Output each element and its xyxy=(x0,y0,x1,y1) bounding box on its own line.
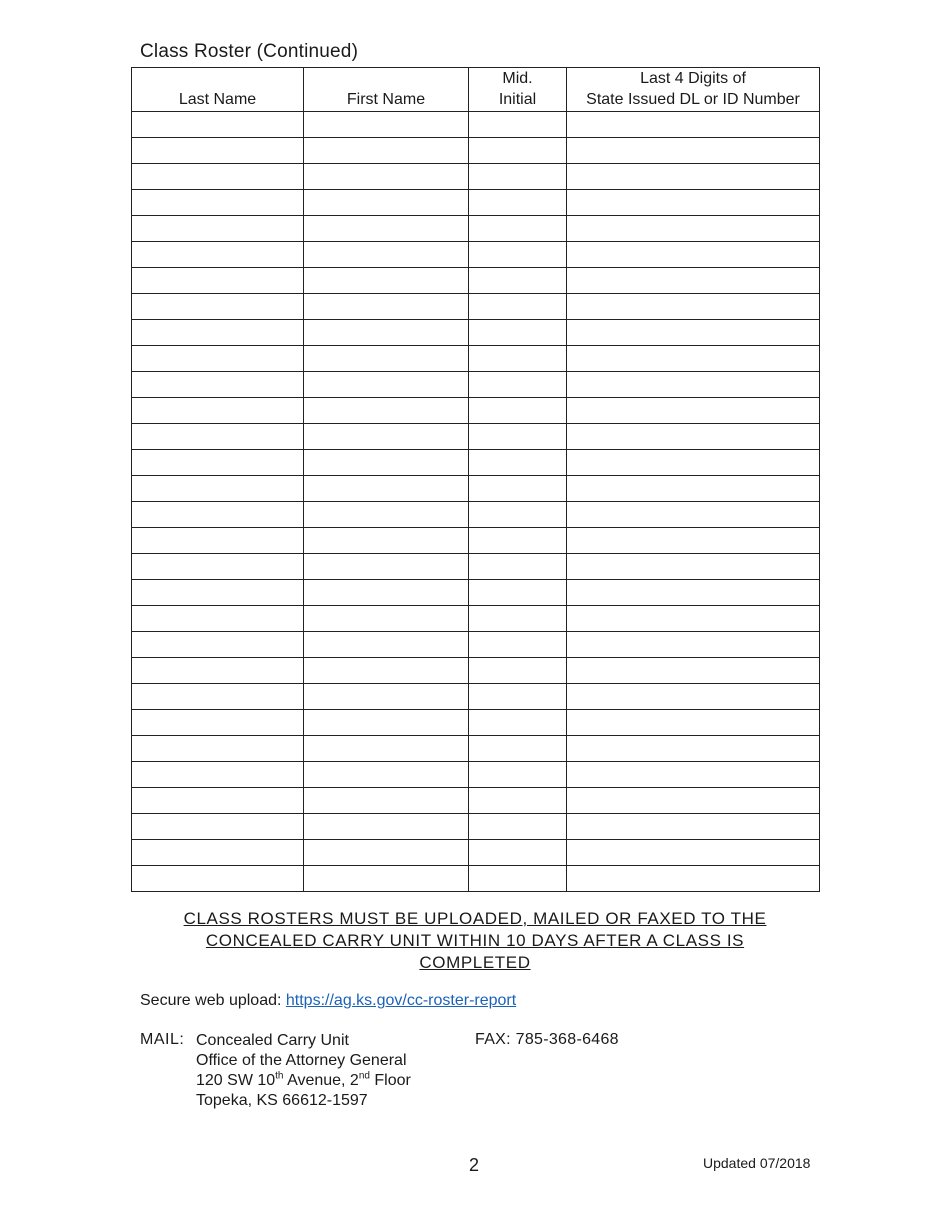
table-row xyxy=(132,606,820,632)
table-cell[interactable] xyxy=(132,866,304,892)
submission-notice xyxy=(131,908,819,974)
table-cell[interactable] xyxy=(304,840,469,866)
table-row xyxy=(132,372,820,398)
table-cell[interactable] xyxy=(567,814,820,840)
table-cell[interactable] xyxy=(132,554,304,580)
table-row xyxy=(132,814,820,840)
table-cell[interactable] xyxy=(304,450,469,476)
table-cell[interactable] xyxy=(132,164,304,190)
page-number: 2 xyxy=(469,1155,480,1175)
table-cell[interactable] xyxy=(132,606,304,632)
table-cell[interactable] xyxy=(469,736,567,762)
table-cell[interactable] xyxy=(132,580,304,606)
table-cell[interactable] xyxy=(304,632,469,658)
notice-line: CONCEALED CARRY UNIT WITHIN 10 DAYS AFTER A CLASS IS xyxy=(205,931,745,950)
table-row xyxy=(132,476,820,502)
table-cell[interactable] xyxy=(469,450,567,476)
table-cell[interactable] xyxy=(304,190,469,216)
table-row xyxy=(132,710,820,736)
table-cell[interactable] xyxy=(304,424,469,450)
header-middle-initial xyxy=(469,68,567,112)
table-cell[interactable] xyxy=(132,268,304,294)
table-cell[interactable] xyxy=(132,762,304,788)
table-cell[interactable] xyxy=(304,320,469,346)
table-cell[interactable] xyxy=(567,554,820,580)
table-cell[interactable] xyxy=(469,268,567,294)
table-row xyxy=(132,294,820,320)
table-cell[interactable] xyxy=(567,294,820,320)
table-cell[interactable] xyxy=(304,268,469,294)
table-cell[interactable] xyxy=(132,450,304,476)
table-cell[interactable] xyxy=(567,632,820,658)
table-cell[interactable] xyxy=(567,684,820,710)
table-cell[interactable] xyxy=(567,268,820,294)
table-cell[interactable] xyxy=(469,320,567,346)
table-cell[interactable] xyxy=(469,112,567,138)
table-cell[interactable] xyxy=(304,242,469,268)
table-cell[interactable] xyxy=(469,138,567,164)
table-cell[interactable] xyxy=(469,658,567,684)
mail-label: MAIL: xyxy=(140,1031,185,1048)
table-cell[interactable] xyxy=(567,138,820,164)
table-cell[interactable] xyxy=(469,216,567,242)
notice-line: COMPLETED xyxy=(419,953,531,972)
table-row xyxy=(132,840,820,866)
table-cell[interactable] xyxy=(469,866,567,892)
table-cell[interactable] xyxy=(304,580,469,606)
table-cell[interactable] xyxy=(132,398,304,424)
table-cell[interactable] xyxy=(567,502,820,528)
table-cell[interactable] xyxy=(132,814,304,840)
table-cell[interactable] xyxy=(132,684,304,710)
table-cell[interactable] xyxy=(132,502,304,528)
table-cell[interactable] xyxy=(304,606,469,632)
table-cell[interactable] xyxy=(304,658,469,684)
table-row xyxy=(132,788,820,814)
table-row xyxy=(132,346,820,372)
table-cell[interactable] xyxy=(567,710,820,736)
address-line: 120 SW 10th Avenue, 2nd Floor xyxy=(196,1070,411,1089)
table-cell[interactable] xyxy=(132,112,304,138)
table-cell[interactable] xyxy=(567,476,820,502)
address-line: Office of the Attorney General xyxy=(196,1052,407,1069)
table-cell[interactable] xyxy=(132,242,304,268)
table-cell[interactable] xyxy=(132,632,304,658)
table-cell[interactable] xyxy=(469,346,567,372)
table-cell[interactable] xyxy=(469,762,567,788)
table-cell[interactable] xyxy=(567,190,820,216)
header-line: Initial xyxy=(498,91,537,108)
table-row xyxy=(132,554,820,580)
table-cell[interactable] xyxy=(132,294,304,320)
table-row xyxy=(132,112,820,138)
table-row xyxy=(132,736,820,762)
table-cell[interactable] xyxy=(304,528,469,554)
header-line: State Issued DL or ID Number xyxy=(586,91,800,108)
table-row xyxy=(132,450,820,476)
table-cell[interactable] xyxy=(304,372,469,398)
table-cell[interactable] xyxy=(567,424,820,450)
table-cell[interactable] xyxy=(304,398,469,424)
header-first-name xyxy=(304,68,469,112)
table-cell[interactable] xyxy=(132,476,304,502)
table-cell[interactable] xyxy=(567,840,820,866)
mail-address xyxy=(196,1031,411,1111)
table-row xyxy=(132,632,820,658)
table-cell[interactable] xyxy=(132,658,304,684)
table-cell[interactable] xyxy=(304,736,469,762)
updated-date: Updated 07/2018 xyxy=(703,1155,811,1171)
address-line: Concealed Carry Unit xyxy=(196,1032,349,1049)
table-cell[interactable] xyxy=(567,580,820,606)
header-line: Last Name xyxy=(178,91,257,108)
table-cell[interactable] xyxy=(469,372,567,398)
fax-number: FAX: 785-368-6468 xyxy=(475,1031,619,1048)
page-title: Class Roster (Continued) xyxy=(140,41,359,62)
table-cell[interactable] xyxy=(132,216,304,242)
table-cell[interactable] xyxy=(567,112,820,138)
table-cell[interactable] xyxy=(469,294,567,320)
upload-link[interactable]: https://ag.ks.gov/cc-roster-report xyxy=(285,992,517,1009)
table-cell[interactable] xyxy=(567,320,820,346)
web-upload xyxy=(140,992,516,1010)
table-cell[interactable] xyxy=(304,502,469,528)
table-cell[interactable] xyxy=(469,164,567,190)
class-roster-table xyxy=(131,67,820,892)
table-row xyxy=(132,684,820,710)
table-cell[interactable] xyxy=(304,866,469,892)
header-last-name xyxy=(132,68,304,112)
table-cell[interactable] xyxy=(304,112,469,138)
table-cell[interactable] xyxy=(469,554,567,580)
table-row xyxy=(132,164,820,190)
table-cell[interactable] xyxy=(469,476,567,502)
table-cell[interactable] xyxy=(567,762,820,788)
table-row xyxy=(132,138,820,164)
table-cell[interactable] xyxy=(304,554,469,580)
roster-body xyxy=(132,112,820,892)
table-cell[interactable] xyxy=(567,528,820,554)
table-cell[interactable] xyxy=(567,736,820,762)
table-cell[interactable] xyxy=(469,814,567,840)
table-cell[interactable] xyxy=(132,138,304,164)
table-cell[interactable] xyxy=(469,424,567,450)
table-row xyxy=(132,658,820,684)
table-cell[interactable] xyxy=(304,710,469,736)
table-cell[interactable] xyxy=(567,164,820,190)
header-line: Mid. xyxy=(502,70,533,87)
table-cell[interactable] xyxy=(469,684,567,710)
header-line: First Name xyxy=(346,91,426,108)
table-cell[interactable] xyxy=(304,346,469,372)
table-cell[interactable] xyxy=(132,736,304,762)
table-row xyxy=(132,762,820,788)
notice-line: CLASS ROSTERS MUST BE UPLOADED, MAILED OR FAXED TO THE xyxy=(183,909,767,928)
table-cell[interactable] xyxy=(304,294,469,320)
table-cell[interactable] xyxy=(567,788,820,814)
table-row xyxy=(132,216,820,242)
table-cell[interactable] xyxy=(132,710,304,736)
table-cell[interactable] xyxy=(567,658,820,684)
table-cell[interactable] xyxy=(304,684,469,710)
table-row xyxy=(132,502,820,528)
table-cell[interactable] xyxy=(567,450,820,476)
table-cell[interactable] xyxy=(469,710,567,736)
table-cell[interactable] xyxy=(469,632,567,658)
table-row xyxy=(132,268,820,294)
table-cell[interactable] xyxy=(469,398,567,424)
table-cell[interactable] xyxy=(304,476,469,502)
table-row xyxy=(132,242,820,268)
table-row xyxy=(132,866,820,892)
table-cell[interactable] xyxy=(469,788,567,814)
address-line: Topeka, KS 66612-1597 xyxy=(196,1092,368,1109)
table-cell[interactable] xyxy=(469,580,567,606)
table-row xyxy=(132,190,820,216)
table-cell[interactable] xyxy=(567,606,820,632)
table-cell[interactable] xyxy=(132,788,304,814)
table-cell[interactable] xyxy=(132,320,304,346)
table-cell[interactable] xyxy=(132,528,304,554)
table-cell[interactable] xyxy=(304,138,469,164)
table-row xyxy=(132,320,820,346)
table-cell[interactable] xyxy=(304,788,469,814)
table-cell[interactable] xyxy=(469,190,567,216)
table-cell[interactable] xyxy=(132,190,304,216)
table-cell[interactable] xyxy=(567,398,820,424)
table-cell[interactable] xyxy=(567,346,820,372)
table-cell[interactable] xyxy=(132,424,304,450)
table-cell[interactable] xyxy=(567,866,820,892)
table-cell[interactable] xyxy=(469,502,567,528)
header-id-digits xyxy=(567,68,820,112)
header-line: Last 4 Digits of xyxy=(640,70,746,87)
table-cell[interactable] xyxy=(469,528,567,554)
upload-label: Secure web upload: xyxy=(140,992,282,1009)
table-cell[interactable] xyxy=(469,606,567,632)
table-cell[interactable] xyxy=(132,372,304,398)
table-cell[interactable] xyxy=(304,164,469,190)
table-cell[interactable] xyxy=(567,216,820,242)
table-cell[interactable] xyxy=(469,242,567,268)
table-row xyxy=(132,398,820,424)
table-row xyxy=(132,424,820,450)
table-cell[interactable] xyxy=(304,216,469,242)
table-cell[interactable] xyxy=(304,762,469,788)
table-header-row xyxy=(132,68,820,112)
table-row xyxy=(132,528,820,554)
table-cell[interactable] xyxy=(469,840,567,866)
table-row xyxy=(132,580,820,606)
table-cell[interactable] xyxy=(304,814,469,840)
table-cell[interactable] xyxy=(132,346,304,372)
table-cell[interactable] xyxy=(132,840,304,866)
table-cell[interactable] xyxy=(567,372,820,398)
table-cell[interactable] xyxy=(567,242,820,268)
